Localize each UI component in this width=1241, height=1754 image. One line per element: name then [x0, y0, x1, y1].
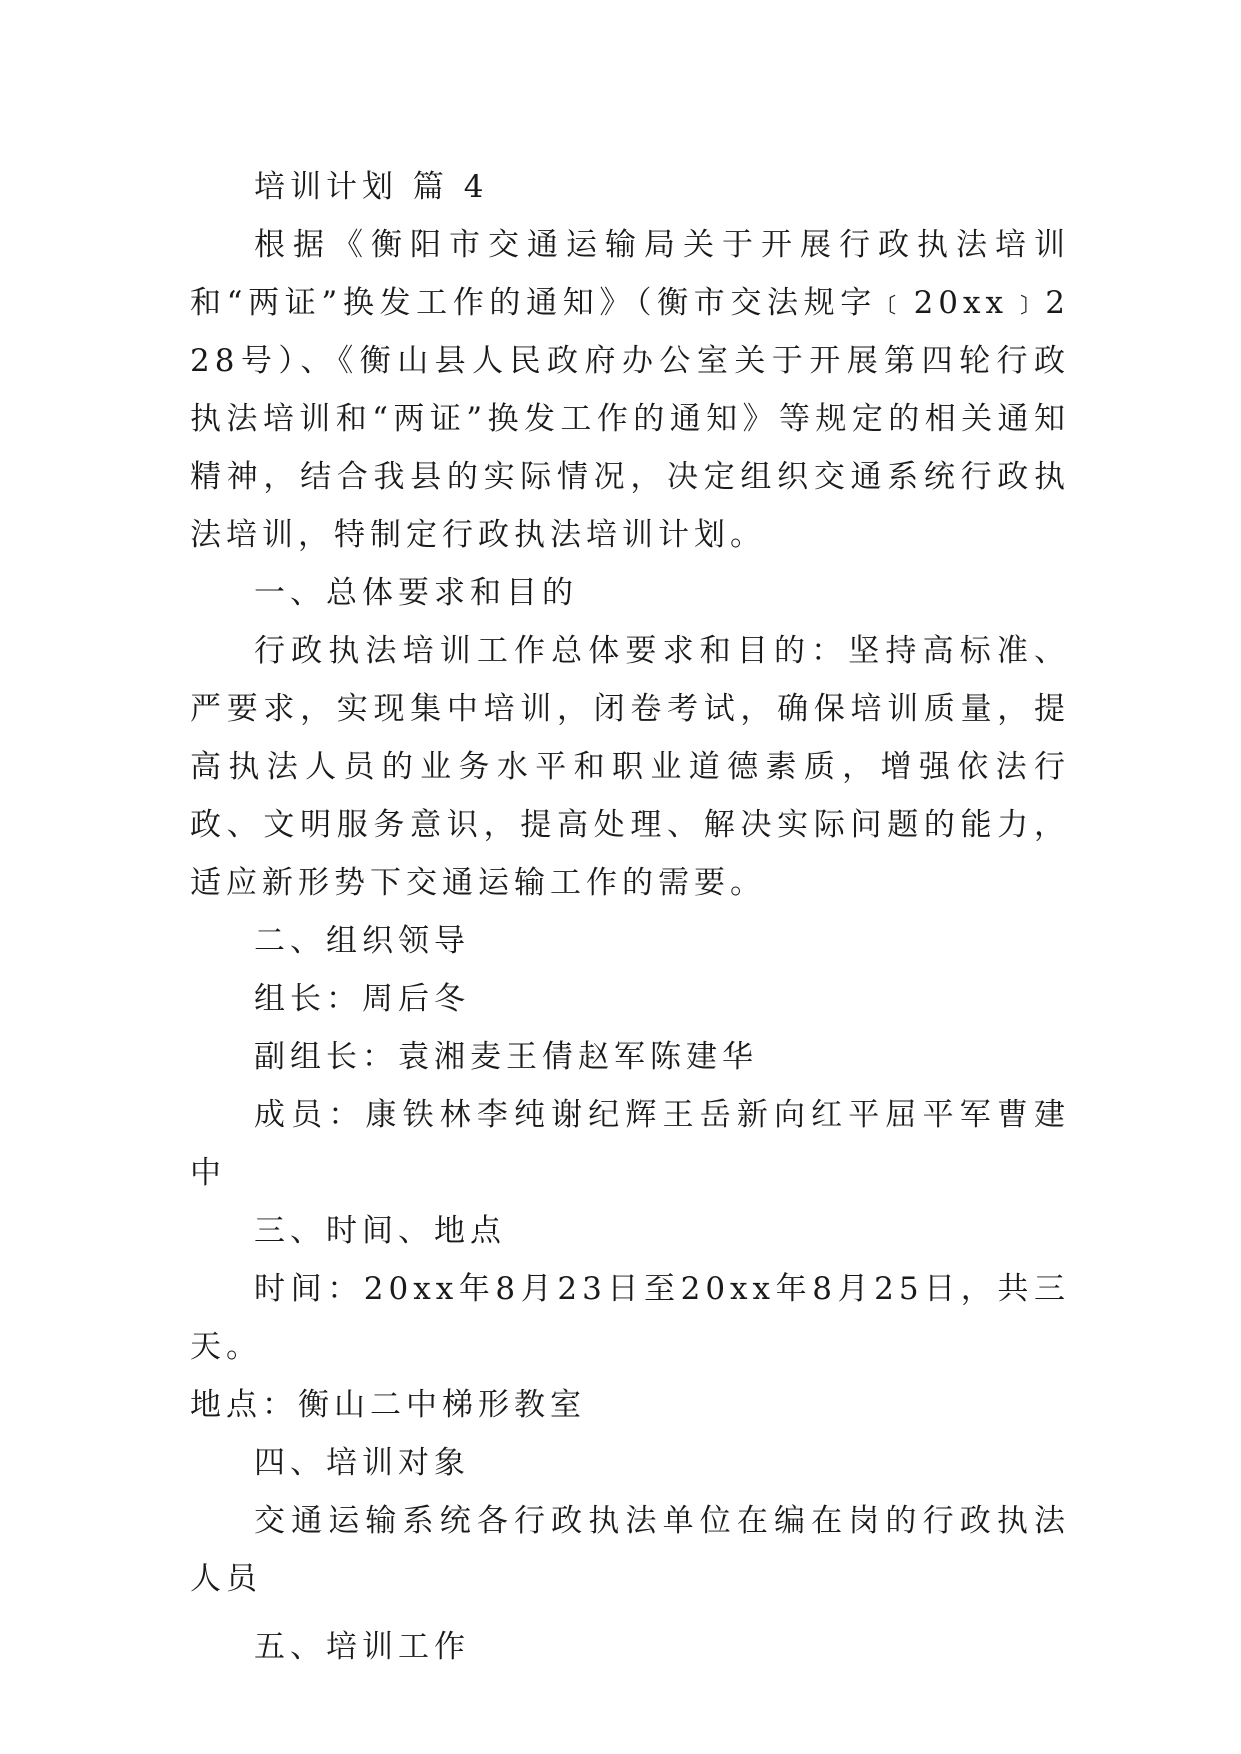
section-heading-work: 五、培训工作: [254, 1629, 470, 1665]
section-heading-goals: 一、总体要求和目的: [254, 575, 578, 611]
section-heading-time-place: 三、时间、地点: [254, 1213, 506, 1249]
training-time: 时间：20xx年8月23日至20xx年8月25日，共三天。: [190, 1271, 1070, 1365]
document-body: [190, 158, 1070, 1676]
training-target: 交通运输系统各行政执法单位在编在岗的行政执法人员: [190, 1503, 1070, 1597]
goals-paragraph: 行政执法培训工作总体要求和目的：坚持高标准、严要求，实现集中培训，闭卷考试，确保培训质量，提高执法人员的业务水平和职业道德素质，增强依法行政、文明服务意识，提高处理、解决实际问题的能力，适应新形势下交通运输工作的需要。: [190, 633, 1070, 901]
section-heading-target: 四、培训对象: [254, 1445, 470, 1481]
deputy-leaders: 副组长：袁湘麦王倩赵军陈建华: [254, 1039, 758, 1075]
team-leader: 组长：周后冬: [254, 981, 470, 1017]
section-heading-organization: 二、组织领导: [254, 923, 470, 959]
document-title: 培训计划 篇 4: [254, 169, 489, 205]
team-members: 成员：康铁林李纯谢纪辉王岳新向红平屈平军曹建中: [190, 1097, 1070, 1191]
intro-paragraph: 根据《衡阳市交通运输局关于开展行政执法培训和“两证”换发工作的通知》（衡市交法规字﹝20xx﹞228号）、《衡山县人民政府办公室关于开展第四轮行政执法培训和“两证”换发工作的通知》等规定的相关通知精神，结合我县的实际情况，决定组织交通系统行政执法培训，特制定行政执法培训计划。: [190, 227, 1070, 553]
training-place: 地点：衡山二中梯形教室: [190, 1387, 586, 1423]
